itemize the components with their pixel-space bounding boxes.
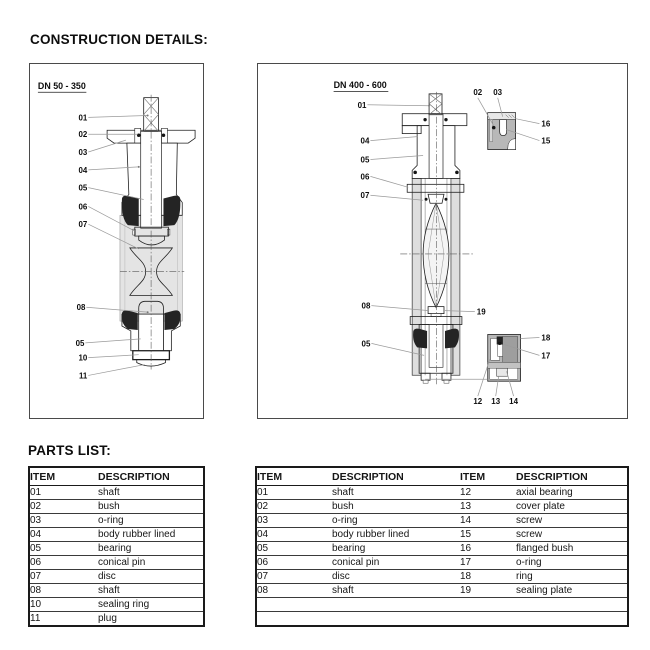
table-row — [256, 500, 628, 514]
table-row — [29, 612, 204, 627]
item-cell: 06 — [256, 556, 332, 570]
table-row — [256, 570, 628, 584]
description-cell: conical pin — [332, 556, 460, 570]
column-header: DESCRIPTION — [516, 467, 628, 486]
description-cell: shaft — [332, 584, 460, 598]
table-row — [256, 542, 628, 556]
valve-cross-section-dn400-600 — [258, 64, 627, 418]
o-ring — [498, 342, 501, 345]
o-ring — [492, 126, 496, 130]
table-row — [256, 528, 628, 542]
table-row — [29, 500, 204, 514]
item-cell: 13 — [460, 500, 516, 514]
item-cell: 03 — [29, 514, 98, 528]
table-row — [29, 486, 204, 500]
item-cell: 19 — [460, 584, 516, 598]
description-cell — [332, 598, 460, 612]
item-cell: 05 — [29, 542, 98, 556]
description-cell: bush — [98, 500, 204, 514]
callout-17: 17 — [541, 351, 551, 361]
description-cell: shaft — [98, 584, 204, 598]
description-cell: shaft — [332, 486, 460, 500]
description-cell: o-ring — [98, 514, 204, 528]
table-row — [256, 556, 628, 570]
column-header: ITEM — [256, 467, 332, 486]
callout-15: 15 — [541, 136, 551, 146]
description-cell: flanged bush — [516, 542, 628, 556]
shaft-bore — [429, 114, 443, 179]
screw — [498, 344, 503, 356]
item-cell: 08 — [256, 584, 332, 598]
callout-10: 10 — [78, 353, 88, 363]
seal-dot — [413, 171, 417, 175]
callout-07: 07 — [360, 191, 370, 201]
description-cell: sealing plate — [516, 584, 628, 598]
description-cell: cover plate — [516, 500, 628, 514]
item-cell: 01 — [256, 486, 332, 500]
callout-19: 19 — [476, 307, 486, 317]
callout-03: 03 — [78, 147, 88, 157]
callout-04: 04 — [360, 136, 370, 146]
table-row — [29, 584, 204, 598]
item-cell: 07 — [29, 570, 98, 584]
description-cell: o-ring — [516, 556, 628, 570]
item-cell — [460, 612, 516, 627]
table-header-row — [256, 467, 628, 486]
callout-06: 06 — [360, 172, 370, 182]
parts-table-right — [255, 466, 629, 627]
item-cell: 04 — [256, 528, 332, 542]
column-header: ITEM — [29, 467, 98, 486]
item-cell: 02 — [29, 500, 98, 514]
item-cell — [256, 598, 332, 612]
description-cell — [516, 598, 628, 612]
item-cell: 18 — [460, 570, 516, 584]
o-ring — [444, 118, 447, 121]
description-cell: bearing — [98, 542, 204, 556]
seal-dot — [455, 171, 459, 175]
valve-cross-section-dn50-350 — [30, 64, 203, 418]
table-row — [29, 528, 204, 542]
description-cell: plug — [98, 613, 117, 624]
callout-14: 14 — [509, 397, 519, 407]
callout-04: 04 — [78, 165, 88, 175]
item-cell: 07 — [256, 570, 332, 584]
item-cell: 15 — [460, 528, 516, 542]
callout-02: 02 — [473, 87, 483, 97]
callout-05b: 05 — [361, 339, 371, 349]
description-cell: screw — [516, 528, 628, 542]
item-cell — [256, 612, 332, 627]
callout-01: 01 — [78, 113, 88, 123]
description-cell: disc — [332, 570, 460, 584]
callout-08: 08 — [76, 303, 86, 313]
diagram-dn400-600 — [257, 63, 628, 419]
table-row — [256, 584, 628, 598]
shaft — [429, 94, 442, 115]
callout-05b: 05 — [75, 338, 85, 348]
table-row — [256, 514, 628, 528]
description-cell: bearing — [332, 542, 460, 556]
diagram-dn50-350 — [29, 63, 204, 419]
callout-18: 18 — [541, 333, 551, 343]
description-cell: sealing ring — [98, 598, 204, 612]
axial-bearing — [503, 336, 518, 362]
diagram-title: DN 50 - 350 — [37, 80, 86, 91]
description-cell: body rubber lined — [98, 528, 204, 542]
table-row — [256, 598, 628, 612]
construction-details-heading: CONSTRUCTION DETAILS: — [30, 32, 208, 47]
description-cell: o-ring — [332, 514, 460, 528]
parts-table-left — [28, 466, 205, 627]
screw — [500, 120, 507, 136]
table-row — [256, 612, 628, 627]
description-cell: axial bearing — [516, 486, 628, 500]
description-cell: disc — [98, 570, 204, 584]
callout-07: 07 — [78, 220, 88, 230]
table-row — [29, 556, 204, 570]
column-header: ITEM — [460, 467, 516, 486]
item-cell: 05 — [256, 542, 332, 556]
callout-labels — [76, 113, 88, 380]
item-cell: 14 — [460, 514, 516, 528]
description-cell: bush — [332, 500, 460, 514]
cover-plate — [497, 368, 508, 376]
description-cell: conical pin — [98, 556, 204, 570]
item-cell: 08 — [29, 584, 98, 598]
item-cell: 04 — [29, 528, 98, 542]
item-cell: 17 — [460, 556, 516, 570]
callout-13: 13 — [491, 397, 501, 407]
callout-08: 08 — [361, 301, 371, 311]
description-cell — [332, 612, 460, 627]
description-cell: shaft — [98, 486, 204, 500]
o-ring — [162, 133, 166, 137]
callout-03: 03 — [493, 87, 503, 97]
callout-16: 16 — [541, 119, 551, 129]
table-header-row — [29, 467, 204, 486]
item-cell: 01 — [29, 486, 98, 500]
callout-06: 06 — [78, 202, 88, 212]
callout-01: 01 — [357, 100, 367, 110]
parts-list-heading: PARTS LIST: — [28, 443, 111, 458]
table-row — [29, 570, 204, 584]
table-row — [29, 514, 204, 528]
item-cell: 03 — [256, 514, 332, 528]
callout-05: 05 — [360, 155, 370, 165]
callout-11: 11 — [78, 371, 88, 381]
top-shaft-detail — [478, 98, 540, 150]
description-cell: ring — [516, 570, 628, 584]
table-row — [256, 486, 628, 500]
column-header: DESCRIPTION — [332, 467, 460, 486]
item-cell: 06 — [29, 556, 98, 570]
description-cell — [516, 612, 628, 627]
item-cell: 12 — [460, 486, 516, 500]
o-ring — [423, 118, 426, 121]
table-row — [29, 598, 204, 612]
description-cell: screw — [516, 514, 628, 528]
item-cell — [460, 598, 516, 612]
item-cell: 16 — [460, 542, 516, 556]
valve-body-group — [107, 95, 195, 370]
item-cell: 11 — [30, 613, 41, 624]
callout-05: 05 — [78, 183, 88, 193]
item-cell: 02 — [256, 500, 332, 514]
table-row — [29, 542, 204, 556]
valve-body-group — [400, 92, 473, 384]
callout-12: 12 — [473, 397, 483, 407]
item-cell: 10 — [29, 598, 98, 612]
description-cell: body rubber lined — [332, 528, 460, 542]
diagram-title: DN 400 - 600 — [333, 79, 387, 90]
callout-02: 02 — [78, 130, 88, 140]
column-header: DESCRIPTION — [98, 467, 204, 486]
